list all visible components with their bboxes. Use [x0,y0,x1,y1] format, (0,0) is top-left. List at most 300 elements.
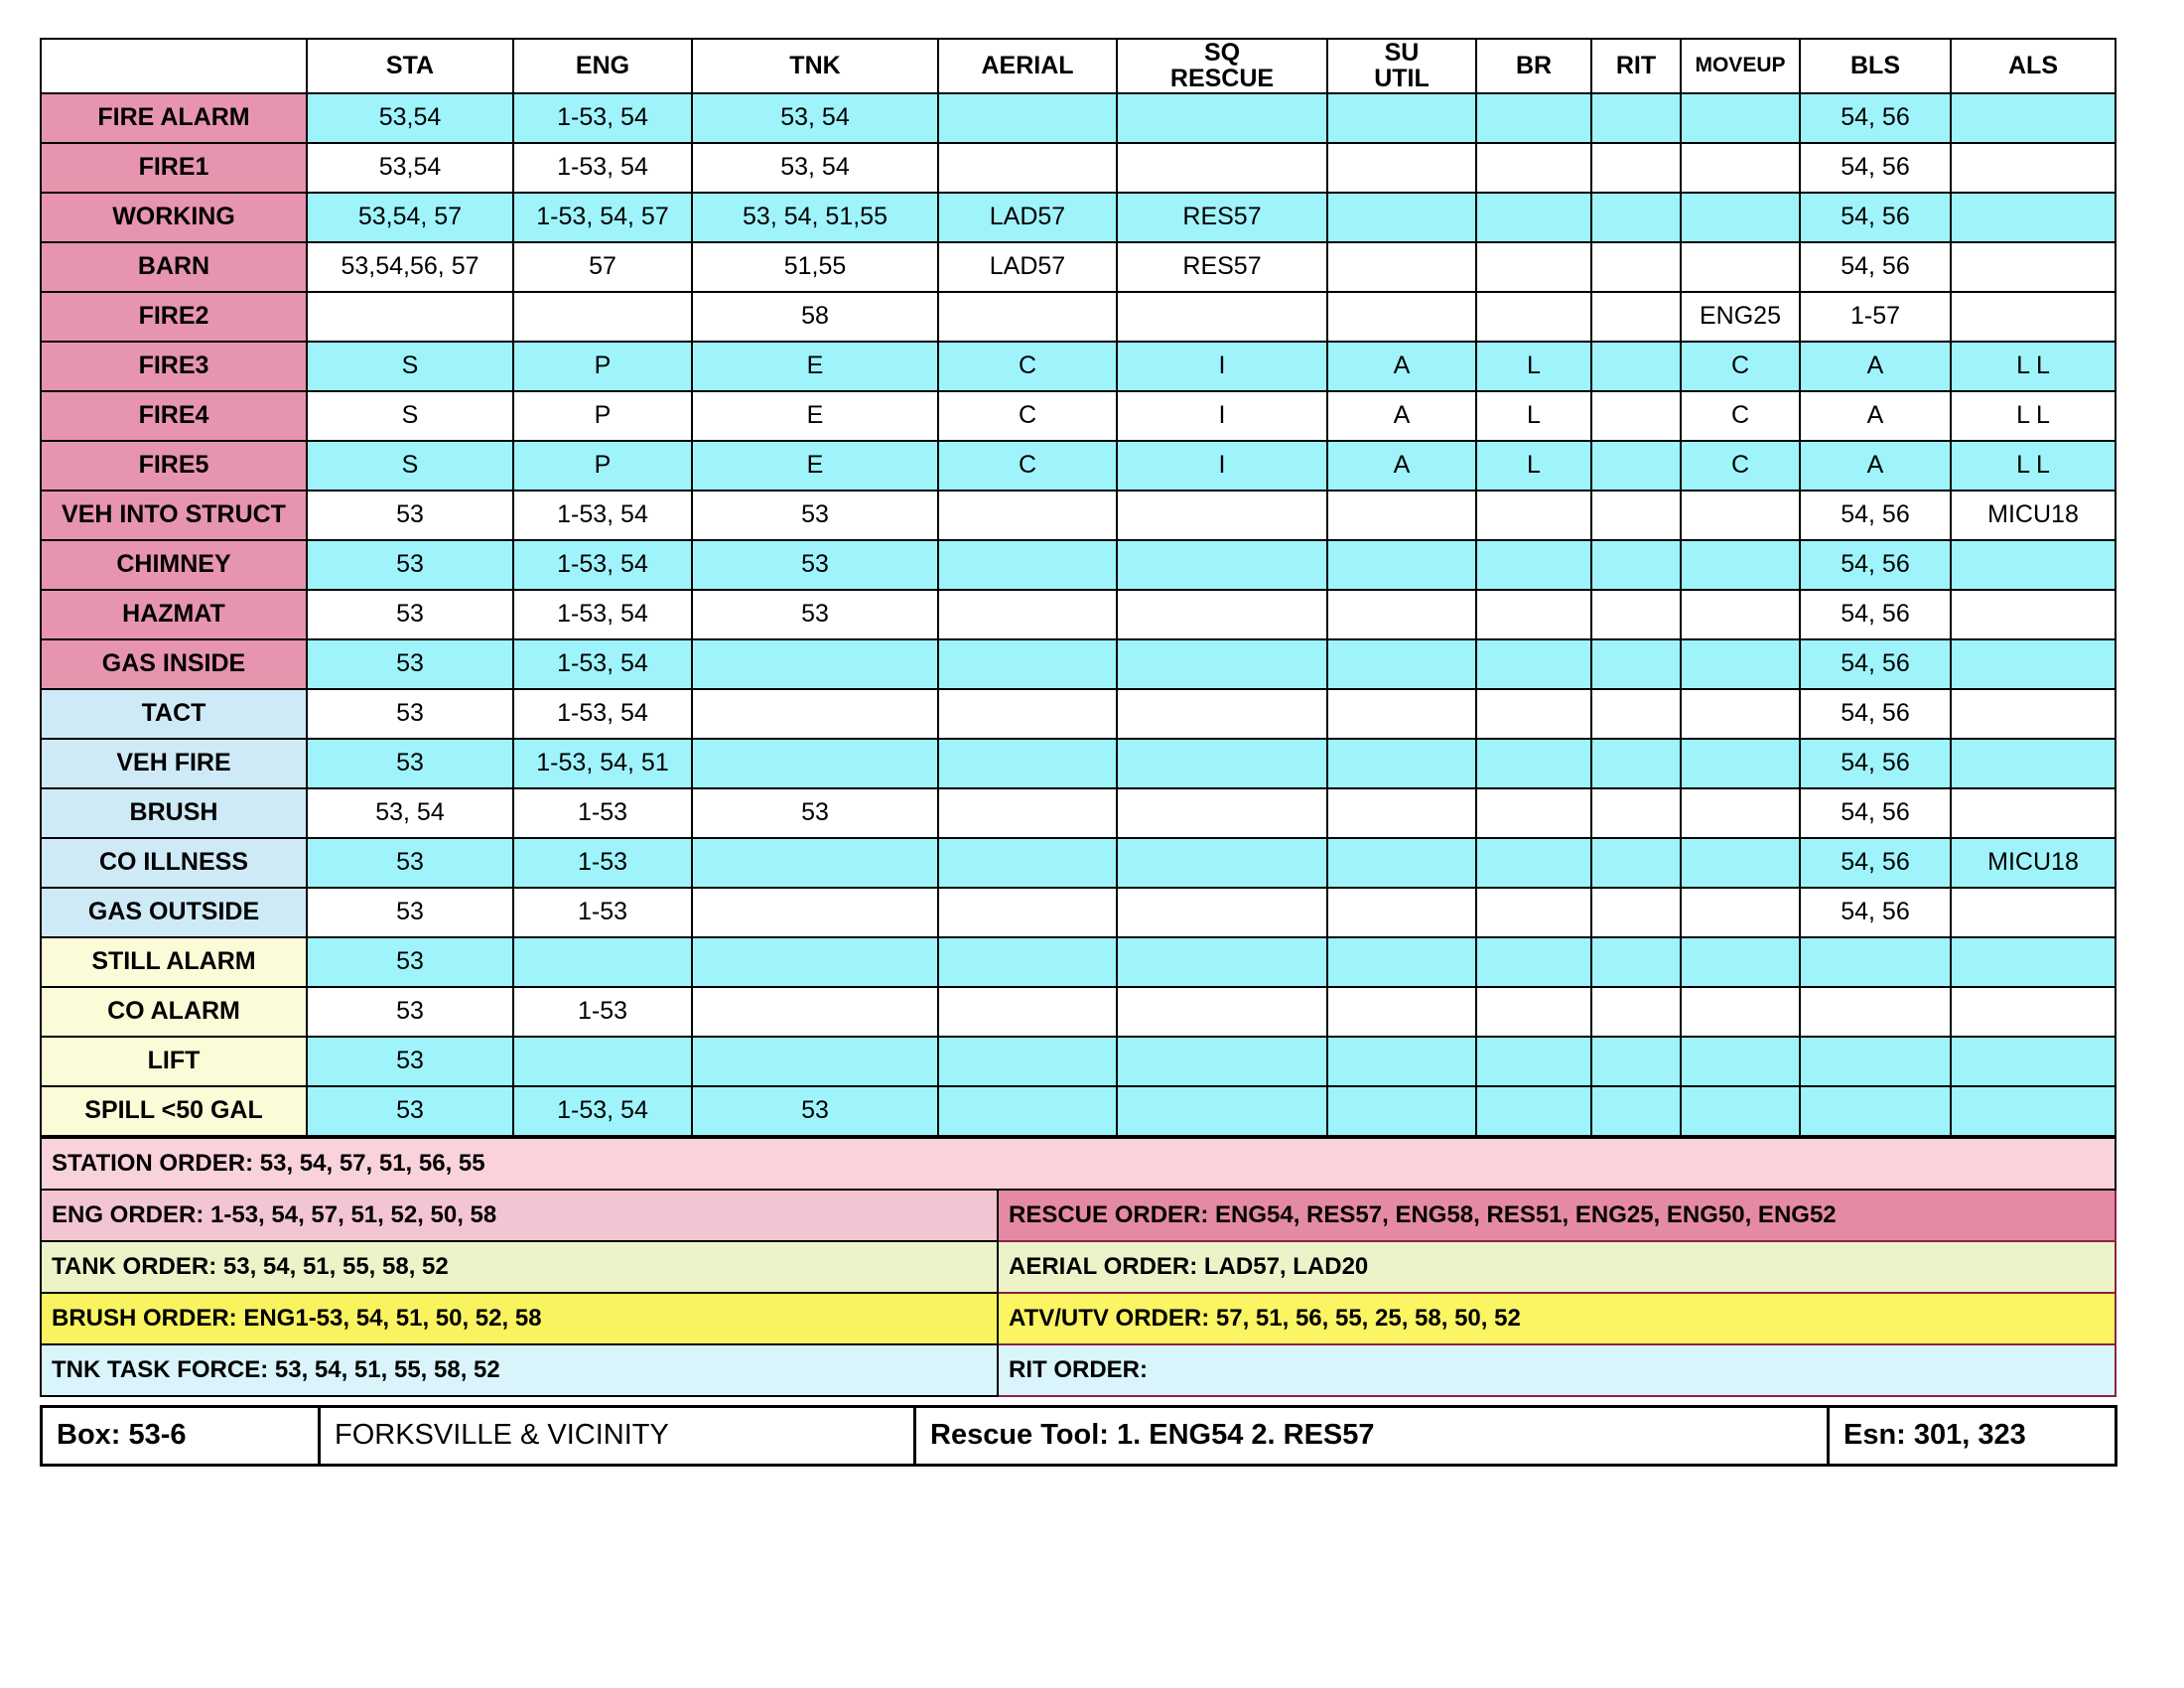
cell: 1-57 [1800,292,1951,342]
row-label-chimney: CHIMNEY [41,540,307,590]
cell [1591,143,1681,193]
cell: A [1800,391,1951,441]
row-label-veh-fire: VEH FIRE [41,739,307,788]
cell [692,987,938,1037]
cell [938,540,1117,590]
header-aerial: AERIAL [938,39,1117,93]
cell [1591,590,1681,639]
cell: E [692,441,938,491]
header-moveup: MOVEUP [1681,39,1800,93]
cell [1951,93,2116,143]
rescue-order-bar: RESCUE ORDER: ENG54, RES57, ENG58, RES51, ENG25, ENG50, ENG52 [998,1190,2116,1241]
header-su-util [1327,39,1476,93]
cell: 53 [692,540,938,590]
row-label-fire-alarm: FIRE ALARM [41,93,307,143]
cell [1591,888,1681,937]
cell: 54, 56 [1800,788,1951,838]
cell [1591,292,1681,342]
cell: S [307,342,513,391]
cell: 1-53, 54, 51 [513,739,692,788]
cell: A [1800,441,1951,491]
header-br: BR [1476,39,1591,93]
table-row [41,739,2116,788]
cell: 53 [307,937,513,987]
cell: 53 [307,491,513,540]
cell: 53, 54 [307,788,513,838]
cell [1117,788,1327,838]
cell: C [1681,342,1800,391]
cell [938,838,1117,888]
cell [1951,540,2116,590]
cell [1591,788,1681,838]
cell [938,143,1117,193]
row-label-fire1: FIRE1 [41,143,307,193]
cell: S [307,391,513,441]
cell [938,987,1117,1037]
cell [1117,888,1327,937]
cell [1476,143,1591,193]
run-card-sheet [40,38,2115,1467]
cell: 53 [692,1086,938,1136]
header-tnk: TNK [692,39,938,93]
cell [1591,937,1681,987]
cell [692,838,938,888]
cell [1681,987,1800,1037]
cell [1951,1086,2116,1136]
table-row [41,788,2116,838]
cell [1327,1037,1476,1086]
cell: 53, 54, 51,55 [692,193,938,242]
cell [1591,540,1681,590]
cell [692,689,938,739]
cell [938,888,1117,937]
cell: 53 [307,540,513,590]
cell [1591,441,1681,491]
area-name: FORKSVILLE & VICINITY [320,1406,915,1465]
header-als: ALS [1951,39,2116,93]
cell [938,491,1117,540]
cell: C [938,391,1117,441]
cell [1591,1037,1681,1086]
table-row [41,888,2116,937]
brush-order-bar: BRUSH ORDER: ENG1-53, 54, 51, 50, 52, 58 [41,1293,998,1344]
cell: L L [1951,391,2116,441]
cell: E [692,391,938,441]
cell: RES57 [1117,242,1327,292]
cell [692,1037,938,1086]
cell [1117,987,1327,1037]
tank-order-bar: TANK ORDER: 53, 54, 51, 55, 58, 52 [41,1241,998,1293]
row-label-fire5: FIRE5 [41,441,307,491]
cell [938,292,1117,342]
cell: 54, 56 [1800,639,1951,689]
cell: I [1117,342,1327,391]
cell [938,1037,1117,1086]
cell [1681,838,1800,888]
cell: 54, 56 [1800,540,1951,590]
cell [307,292,513,342]
cell [1591,1086,1681,1136]
table-row [41,689,2116,739]
table-row [41,342,2116,391]
cell [1327,242,1476,292]
cell: P [513,342,692,391]
row-label-still-alarm: STILL ALARM [41,937,307,987]
cell: 53 [307,1037,513,1086]
cell: A [1327,391,1476,441]
cell [1951,788,2116,838]
cell: L L [1951,342,2116,391]
cell [1117,1037,1327,1086]
row-label-barn: BARN [41,242,307,292]
cell: 58 [692,292,938,342]
cell [1327,838,1476,888]
cell: C [938,342,1117,391]
header-su-line2: UTIL [1374,65,1430,93]
cell: C [938,441,1117,491]
cell [1117,491,1327,540]
cell [1327,491,1476,540]
cell [1327,292,1476,342]
table-row [41,937,2116,987]
cell: 53 [307,590,513,639]
table-row [41,491,2116,540]
header-sq-line2: RESCUE [1169,65,1275,93]
table-row [41,1037,2116,1086]
cell [1681,689,1800,739]
row-label-fire2: FIRE2 [41,292,307,342]
cell [1327,590,1476,639]
cell: 1-53 [513,788,692,838]
table-row [41,193,2116,242]
cell: 1-53, 54 [513,590,692,639]
row-label-hazmat: HAZMAT [41,590,307,639]
cell: 1-53 [513,987,692,1037]
row-label-co-illness: CO ILLNESS [41,838,307,888]
cell [1951,689,2116,739]
cell [1800,1037,1951,1086]
cell [1591,391,1681,441]
table-row [41,441,2116,491]
cell [1476,1037,1591,1086]
table-row [41,1086,2116,1136]
cell [513,1037,692,1086]
cell [1327,788,1476,838]
cell [1327,540,1476,590]
cell: 1-53, 54 [513,143,692,193]
cell: 57 [513,242,692,292]
cell: 53,54 [307,93,513,143]
cell [1951,1037,2116,1086]
row-label-gas-outside: GAS OUTSIDE [41,888,307,937]
table-row [41,292,2116,342]
cell: 1-53, 54, 57 [513,193,692,242]
cell [1951,888,2116,937]
table-row [41,391,2116,441]
cell [1681,590,1800,639]
row-label-tact: TACT [41,689,307,739]
header-blank [41,39,307,93]
cell [1681,242,1800,292]
cell [1681,193,1800,242]
cell [1476,93,1591,143]
cell [938,1086,1117,1136]
header-rit: RIT [1591,39,1681,93]
cell [1591,342,1681,391]
cell: 53 [307,639,513,689]
cell [1117,739,1327,788]
cell: 1-53, 54 [513,93,692,143]
cell: L [1476,441,1591,491]
cell [1117,540,1327,590]
cell: E [692,342,938,391]
cell: 53 [307,987,513,1037]
cell [1327,987,1476,1037]
cell: 1-53, 54 [513,1086,692,1136]
cell [1951,193,2116,242]
cell [1951,639,2116,689]
cell: C [1681,441,1800,491]
cell: 1-53, 54 [513,689,692,739]
header-sq-rescue [1117,39,1327,93]
rescue-tool: Rescue Tool: 1. ENG54 2. RES57 [915,1406,1829,1465]
row-label-lift: LIFT [41,1037,307,1086]
cell: 54, 56 [1800,242,1951,292]
header-sq-line1: SQ [1203,39,1241,67]
header-eng: ENG [513,39,692,93]
cell [513,937,692,987]
cell: 1-53, 54 [513,639,692,689]
cell: MICU18 [1951,491,2116,540]
cell [1117,590,1327,639]
cell: 53 [307,888,513,937]
cell [1681,540,1800,590]
cell: LAD57 [938,242,1117,292]
tnk-task-force-bar: TNK TASK FORCE: 53, 54, 51, 55, 58, 52 [41,1344,998,1396]
cell [1476,639,1591,689]
cell: 54, 56 [1800,888,1951,937]
esn-number: Esn: 301, 323 [1829,1406,2116,1465]
cell: 54, 56 [1800,193,1951,242]
cell [1591,739,1681,788]
cell [938,739,1117,788]
cell: 53 [692,491,938,540]
table-row [41,987,2116,1037]
row-label-gas-inside: GAS INSIDE [41,639,307,689]
cell [1476,491,1591,540]
cell [1327,888,1476,937]
cell: 53,54, 57 [307,193,513,242]
cell [1591,93,1681,143]
cell [1681,639,1800,689]
cell: A [1800,342,1951,391]
cell [1800,987,1951,1037]
cell [692,888,938,937]
cell: 54, 56 [1800,143,1951,193]
cell: A [1327,342,1476,391]
cell: 54, 56 [1800,739,1951,788]
cell: L [1476,391,1591,441]
cell: 53 [307,739,513,788]
cell [1800,1086,1951,1136]
header-bls: BLS [1800,39,1951,93]
cell [1591,838,1681,888]
cell: P [513,441,692,491]
cell: C [1681,391,1800,441]
cell: 1-53 [513,838,692,888]
cell [1476,788,1591,838]
row-label-fire4: FIRE4 [41,391,307,441]
cell [1117,1086,1327,1136]
table-row [41,838,2116,888]
cell: S [307,441,513,491]
row-label-veh-into-struct: VEH INTO STRUCT [41,491,307,540]
table-row [41,242,2116,292]
box-number: Box: 53-6 [42,1406,320,1465]
cell [938,689,1117,739]
header-su-line1: SU [1384,39,1420,67]
cell [1117,292,1327,342]
cell [1591,491,1681,540]
table-body [41,93,2116,1136]
cell [692,937,938,987]
cell: 53 [307,1086,513,1136]
table-row [41,639,2116,689]
cell [1681,739,1800,788]
cell: I [1117,441,1327,491]
cell: LAD57 [938,193,1117,242]
cell: P [513,391,692,441]
cell [1327,639,1476,689]
cell [1681,93,1800,143]
aerial-order-bar: AERIAL ORDER: LAD57, LAD20 [998,1241,2116,1293]
cell [1117,143,1327,193]
cell [1117,838,1327,888]
cell [1476,739,1591,788]
cell [1476,193,1591,242]
row-label-working: WORKING [41,193,307,242]
cell [1327,739,1476,788]
cell [1117,689,1327,739]
row-label-fire3: FIRE3 [41,342,307,391]
cell [1476,689,1591,739]
cell [1951,143,2116,193]
cell [1117,93,1327,143]
cell [1117,937,1327,987]
cell: ENG25 [1681,292,1800,342]
cell [513,292,692,342]
row-label-spill-50-gal: SPILL <50 GAL [41,1086,307,1136]
table-row [41,93,2116,143]
cell: 1-53, 54 [513,540,692,590]
cell [1591,639,1681,689]
cell [1681,491,1800,540]
cell: 53 [307,689,513,739]
cell: 53, 54 [692,93,938,143]
cell [1800,937,1951,987]
cell: 1-53 [513,888,692,937]
cell [938,639,1117,689]
cell: 54, 56 [1800,590,1951,639]
header-sta: STA [307,39,513,93]
cell: 53 [692,590,938,639]
table-row [41,590,2116,639]
cell [1327,1086,1476,1136]
cell [1476,838,1591,888]
cell [1476,1086,1591,1136]
cell: 54, 56 [1800,93,1951,143]
cell [1476,888,1591,937]
cell [1476,590,1591,639]
table-header-row [41,39,2116,93]
order-lists [40,1137,2116,1397]
cell: I [1117,391,1327,441]
eng-order-bar: ENG ORDER: 1-53, 54, 57, 51, 52, 50, 58 [41,1190,998,1241]
cell [1951,739,2116,788]
cell [1327,937,1476,987]
cell: A [1327,441,1476,491]
cell [1591,242,1681,292]
cell: 53 [307,838,513,888]
cell [1327,193,1476,242]
card-footer [40,1405,2117,1467]
cell [1476,987,1591,1037]
cell [1476,540,1591,590]
cell [1951,292,2116,342]
cell [1951,937,2116,987]
cell [1591,193,1681,242]
cell [1951,242,2116,292]
cell: L [1476,342,1591,391]
rit-order-bar: RIT ORDER: [998,1344,2116,1396]
dispatch-assignment-table [40,38,2116,1137]
table-row [41,540,2116,590]
cell [1476,937,1591,987]
cell: L L [1951,441,2116,491]
cell [692,639,938,689]
cell [1681,888,1800,937]
cell [1951,987,2116,1037]
station-order-bar: STATION ORDER: 53, 54, 57, 51, 56, 55 [41,1138,2116,1190]
cell [938,788,1117,838]
cell: 53, 54 [692,143,938,193]
cell [1327,143,1476,193]
cell [1117,639,1327,689]
cell: 53,54,56, 57 [307,242,513,292]
row-label-co-alarm: CO ALARM [41,987,307,1037]
cell [1681,937,1800,987]
table-row [41,143,2116,193]
cell [938,590,1117,639]
cell [1591,987,1681,1037]
cell [1681,1086,1800,1136]
cell: 54, 56 [1800,838,1951,888]
cell [1327,93,1476,143]
cell: MICU18 [1951,838,2116,888]
cell: 1-53, 54 [513,491,692,540]
cell: 53 [692,788,938,838]
cell [1681,788,1800,838]
cell [1591,689,1681,739]
cell: 51,55 [692,242,938,292]
cell [692,739,938,788]
atv-utv-order-bar: ATV/UTV ORDER: 57, 51, 56, 55, 25, 58, 50, 52 [998,1293,2116,1344]
cell: RES57 [1117,193,1327,242]
cell: 54, 56 [1800,491,1951,540]
cell: 53,54 [307,143,513,193]
cell: 54, 56 [1800,689,1951,739]
cell [1476,242,1591,292]
